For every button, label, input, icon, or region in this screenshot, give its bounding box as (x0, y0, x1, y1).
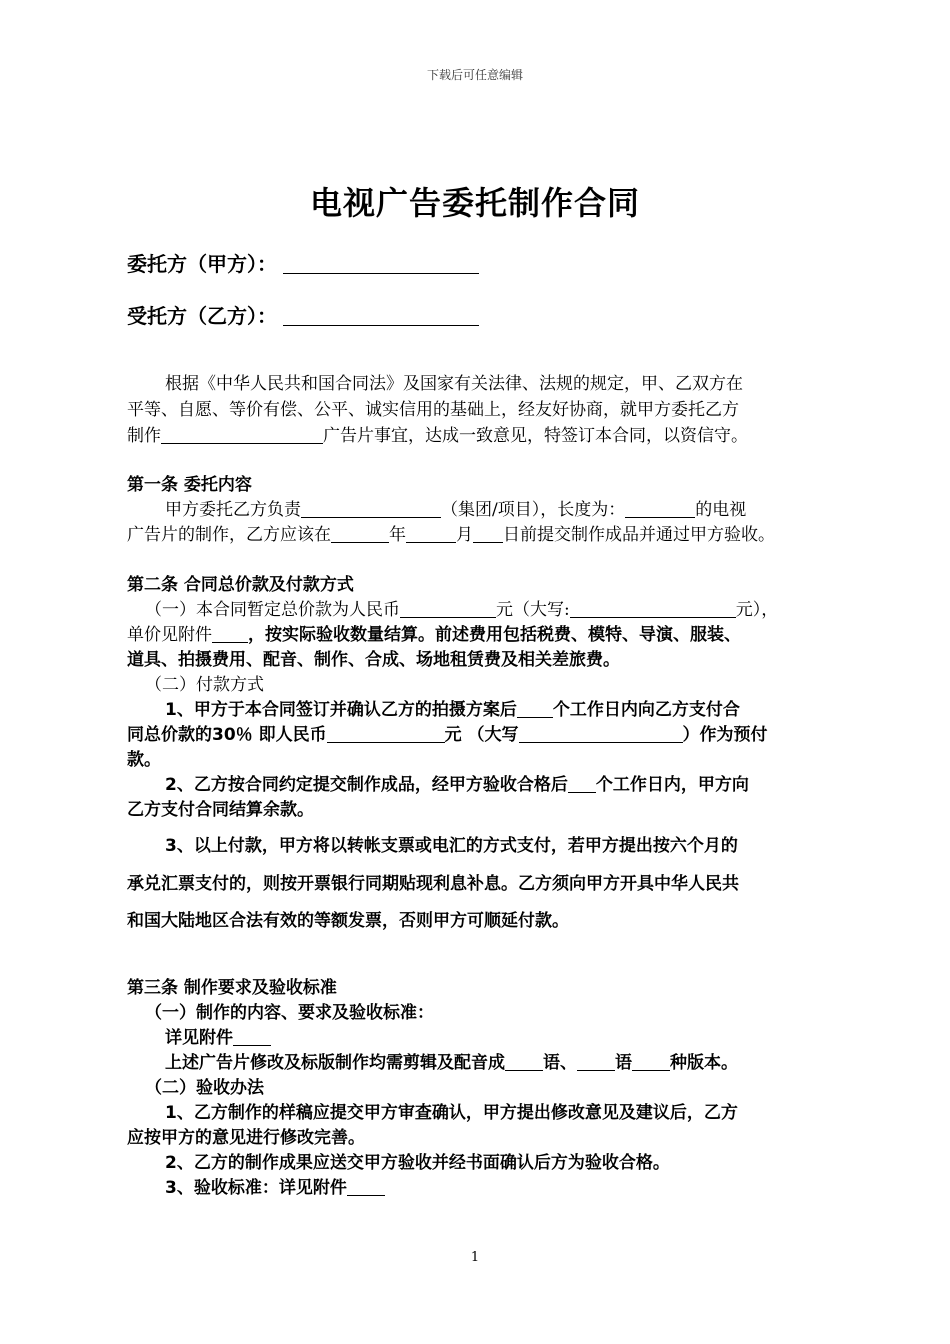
article-text: （集团/项目），长度为： (441, 500, 626, 520)
article-text: 元）， (735, 600, 779, 620)
payment-2-line-1 (165, 773, 865, 797)
preamble-line-1: 根据《中华人民共和国合同法》及国家有关法律、法规的规定，甲、乙双方在 (165, 374, 743, 394)
payment-1-line-2 (127, 723, 827, 747)
page-number: 1 (470, 1250, 480, 1265)
article-3-sub-1a (165, 1026, 865, 1050)
article-text: 种版本。 (670, 1053, 738, 1073)
blank-field (473, 524, 503, 543)
article-text: 广告片的制作，乙方应该在 (127, 525, 331, 545)
blank-field (570, 599, 736, 618)
party-a-blank (283, 253, 479, 274)
payment-1-line-3: 款。 (127, 750, 161, 770)
article-text: 单价见附件 (127, 625, 212, 645)
blank-field (505, 1052, 543, 1071)
article-text: ）作为预付 (682, 725, 768, 745)
article-text: （一）本合同暂定总价款为人民币 (145, 600, 400, 620)
article-3-sub-2: （二）验收办法 (145, 1078, 264, 1098)
article-1-line-2 (127, 523, 827, 547)
payment-3-line-3: 和国大陆地区合法有效的等额发票，否则甲方可顺延付款。 (127, 911, 569, 931)
payment-1-line-1 (165, 698, 865, 722)
article-text: 甲方委托乙方负责 (165, 500, 301, 520)
blank-field (632, 1052, 670, 1071)
article-text: 上述广告片修改及标版制作均需剪辑及配音成 (165, 1053, 505, 1073)
header-note: 下载后可任意编辑 (426, 68, 523, 82)
article-2-line-3: 道具、拍摄费用、配音、制作、合成、场地租赁费及相关差旅费。 (127, 650, 620, 670)
article-text: 年 (389, 525, 406, 545)
payment-3-line-2: 承兑汇票支付的，则按开票银行同期贴现利息补息。乙方须向甲方开具中华人民共 (127, 874, 739, 894)
blank-field (301, 499, 441, 518)
article-text: 日前提交制作成品并通过甲方验收。 (503, 525, 775, 545)
blank-field (347, 1177, 385, 1196)
article-text: 3、验收标准：详见附件 (165, 1178, 347, 1198)
article-text: 个工作日内向乙方支付合 (552, 700, 740, 720)
preamble-line-2: 平等、自愿、等价有偿、公平、诚实信用的基础上，经友好协商，就甲方委托乙方 (127, 400, 739, 420)
article-3-sub-1b (165, 1051, 865, 1075)
article-text: 2、乙方按合同约定提交制作成品，经甲方验收合格后 (165, 775, 568, 795)
article-2-heading: 第二条 合同总价款及付款方式 (127, 575, 354, 595)
party-a-label: 委托方（甲方）： (127, 252, 277, 276)
article-1-heading: 第一条 委托内容 (127, 475, 252, 495)
article-text: ，按实际验收数量结算。前述费用包括税费、模特、导演、服装、 (248, 625, 741, 645)
article-text: 语 (615, 1053, 632, 1073)
blank-field (327, 724, 445, 743)
party-a-line (127, 248, 479, 277)
party-b-label: 受托方（乙方）： (127, 304, 277, 328)
article-text: 的电视 (695, 500, 747, 520)
article-3-sub-2b: 2、乙方的制作成果应送交甲方验收并经书面确认后方为验收合格。 (165, 1153, 670, 1173)
article-3-sub-2c (165, 1176, 865, 1200)
payment-3-line-1: 3、以上付款，甲方将以转帐支票或电汇的方式支付，若甲方提出按六个月的 (165, 836, 738, 856)
preamble-text: 制作 (127, 426, 161, 446)
blank-field (331, 524, 389, 543)
party-b-blank (283, 305, 479, 326)
contract-title: 电视广告委托制作合同 (309, 184, 640, 222)
blank-field (212, 624, 248, 643)
article-text: 月 (456, 525, 473, 545)
article-3-heading: 第三条 制作要求及验收标准 (127, 978, 337, 998)
blank-field (406, 524, 456, 543)
article-text: 个工作日内，甲方向 (595, 775, 749, 795)
article-text: 元（大写: (496, 600, 570, 620)
article-3-sub-1: （一）制作的内容、要求及验收标准： (145, 1003, 434, 1023)
article-3-sub-2a-1: 1、乙方制作的样稿应提交甲方审查确认，甲方提出修改意见及建议后，乙方 (165, 1103, 738, 1123)
article-text: 1、甲方于本合同签订并确认乙方的拍摄方案后 (165, 700, 517, 720)
blank-field (400, 599, 496, 618)
preamble-text: 广告片事宜，达成一致意见，特签订本合同，以资信守。 (323, 426, 748, 446)
article-text: 详见附件 (165, 1028, 233, 1048)
article-text: 语、 (543, 1053, 577, 1073)
party-b-line (127, 300, 479, 329)
blank-field (161, 425, 323, 444)
article-2-line-4: （二）付款方式 (145, 675, 264, 695)
article-text: 元 （大写 (444, 725, 519, 745)
blank-field (568, 774, 596, 793)
payment-2-line-2: 乙方支付合同结算余款。 (127, 800, 314, 820)
article-text: 同总价款的30％ 即人民币 (127, 725, 327, 745)
preamble-line-3 (127, 424, 827, 448)
article-1-line-1 (165, 498, 865, 522)
blank-field (233, 1027, 271, 1046)
blank-field (519, 724, 683, 743)
blank-field (517, 699, 553, 718)
article-2-line-1 (145, 598, 845, 622)
article-2-line-2 (127, 623, 827, 647)
blank-field (625, 499, 695, 518)
blank-field (577, 1052, 615, 1071)
article-3-sub-2a-2: 应按甲方的意见进行修改完善。 (127, 1128, 365, 1148)
